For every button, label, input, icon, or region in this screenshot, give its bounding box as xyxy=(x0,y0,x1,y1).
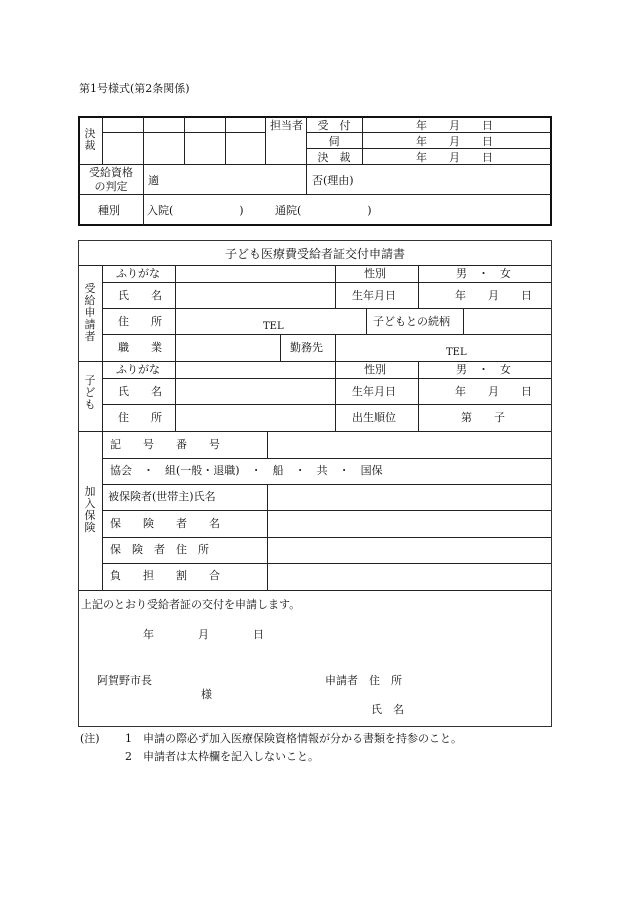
child-order-label: 出生順位 xyxy=(352,411,396,424)
application-date[interactable]: 年 月 日 xyxy=(143,628,264,641)
applicant-name-label: 氏 名 xyxy=(118,289,162,302)
note-number: 2 xyxy=(125,750,132,763)
child-address-label: 住 所 xyxy=(118,411,162,424)
applicant-name-sign[interactable]: 氏 名 xyxy=(371,703,404,716)
judgment-label: の判定 xyxy=(94,180,128,193)
child-order-value[interactable]: 第 子 xyxy=(461,411,505,424)
burden-ratio-label: 負 担 割 合 xyxy=(110,569,220,582)
applicant-relation-label: 子どもとの続柄 xyxy=(373,315,450,328)
applicant-address-label: 住 所 xyxy=(118,315,162,328)
tantou-label: 担当者 xyxy=(270,119,303,132)
applicant-birth-value[interactable]: 年 月 日 xyxy=(455,289,532,302)
kessai-label: 決裁 xyxy=(84,127,96,152)
approval-row-label: 決 裁 xyxy=(317,151,351,164)
note-text: 申請の際必ず加入医療保険資格情報が分かる書類を持参のこと。 xyxy=(143,732,462,745)
child-furigana-label: ふりがな xyxy=(116,363,160,376)
form-title: 子ども医療費受給者証交付申請書 xyxy=(224,247,405,261)
child-section-label: 子ども xyxy=(84,374,96,411)
inpatient-field[interactable]: 入院( ) xyxy=(147,204,244,217)
insured-name-label: 被保険者(世帯主)氏名 xyxy=(108,490,216,503)
child-gender-options[interactable]: 男 ・ 女 xyxy=(456,363,511,376)
child-birth-value[interactable]: 年 月 日 xyxy=(455,385,532,398)
judgment-ng[interactable]: 否(理由) xyxy=(312,174,354,187)
insurance-section-label: 加入保険 xyxy=(84,485,96,534)
judgment-ok[interactable]: 適 xyxy=(148,174,159,187)
insurer-name-label: 保 険 者 名 xyxy=(110,517,220,530)
child-name-label: 氏 名 xyxy=(118,385,162,398)
approval-date[interactable]: 年 月 日 xyxy=(416,135,493,148)
work-tel-label: TEL xyxy=(446,347,467,358)
outpatient-field[interactable]: 通院( ) xyxy=(275,204,372,217)
applicant-gender-options[interactable]: 男 ・ 女 xyxy=(456,267,511,280)
applicant-section-label: 受給申請者 xyxy=(84,282,96,343)
form-id: 第1号様式(第2条関係) xyxy=(79,82,190,95)
note-text: 申請者は太枠欄を記入しないこと。 xyxy=(143,750,319,763)
child-birth-label: 生年月日 xyxy=(352,385,396,398)
applicant-gender-label: 性別 xyxy=(364,267,386,280)
insurance-types[interactable]: 協会 ・ 組(一般・退職) ・ 船 ・ 共 ・ 国保 xyxy=(110,464,383,477)
applicant-workplace-label: 勤務先 xyxy=(290,341,323,354)
insurance-number-label: 記 号 番 号 xyxy=(110,438,220,451)
insurer-address-label: 保 険 者 住 所 xyxy=(110,543,209,556)
applicant-tel-label: TEL xyxy=(263,321,284,332)
approval-row-label: 受 付 xyxy=(317,119,351,132)
applicant-occupation-label: 職 業 xyxy=(118,341,162,354)
note-number: 1 xyxy=(125,732,132,745)
type-label: 種別 xyxy=(98,204,120,217)
child-gender-label: 性別 xyxy=(364,363,386,376)
declaration-text: 上記のとおり受給者証の交付を申請します。 xyxy=(81,598,301,611)
mayor-label: 阿賀野市長 xyxy=(97,674,152,687)
applicant-address-sign[interactable]: 申請者 住 所 xyxy=(325,674,402,687)
applicant-birth-label: 生年月日 xyxy=(352,289,396,302)
sama-label: 様 xyxy=(201,688,212,701)
notes-label: (注) xyxy=(80,732,100,745)
approval-date[interactable]: 年 月 日 xyxy=(416,151,493,164)
approval-row-label: 伺 xyxy=(328,135,340,148)
judgment-label: 受給資格 xyxy=(89,166,133,179)
approval-date[interactable]: 年 月 日 xyxy=(416,119,493,132)
applicant-furigana-label: ふりがな xyxy=(116,267,160,280)
